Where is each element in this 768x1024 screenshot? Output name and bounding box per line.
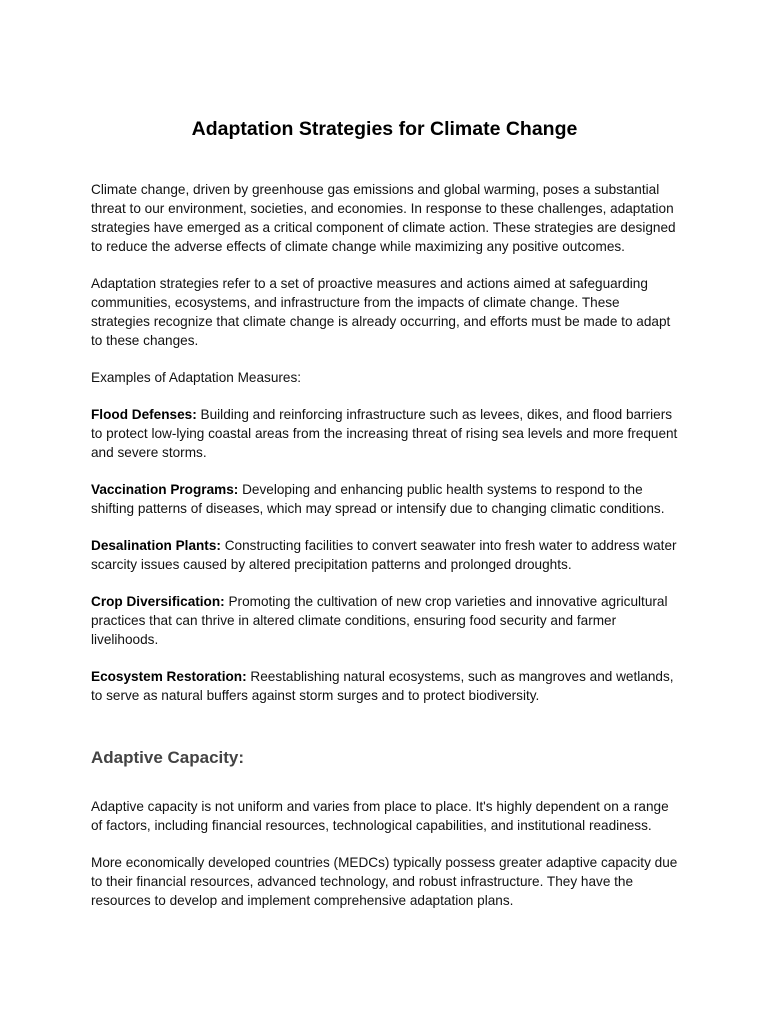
measure-text: Building and reinforcing infrastructure such as levees, dikes, and flood barriers to protect low-lying coastal areas from the increasing threat of rising sea levels and more frequent and severe storms. (91, 407, 678, 460)
measure-flood-defenses (91, 405, 678, 462)
measure-text: Developing and enhancing public health systems to respond to the shifting patterns of diseases, which may spread or intensify due to changing climatic conditions. (91, 482, 665, 516)
measure-term: Ecosystem Restoration: (91, 669, 247, 684)
section-heading: Adaptive Capacity: (91, 748, 245, 767)
measure-term: Flood Defenses: (91, 407, 197, 422)
document-title: Adaptation Strategies for Climate Change (191, 118, 578, 140)
measure-crop-diversification (91, 592, 678, 649)
measure-desalination-plants (91, 536, 678, 574)
measure-term: Vaccination Programs: (91, 482, 239, 497)
adaptive-capacity-paragraph-1: Adaptive capacity is not uniform and varies from place to place. It's highly dependent on a range of factors, including financial resources, technological capabilities, and institutional readiness. (91, 799, 669, 833)
measure-vaccination-programs (91, 480, 678, 518)
adaptive-capacity-paragraph-2: More economically developed countries (MEDCs) typically possess greater adaptive capacity due to their financial resources, advanced technology, and robust infrastructure. They have the resources to develop and implement comprehensive adaptation plans. (91, 855, 678, 908)
intro-paragraph-1: Climate change, driven by greenhouse gas emissions and global warming, poses a substantial threat to our environment, societies, and economies. In response to these challenges, adaptation strategies have emerged as a critical component of climate action. These strategies are designed to reduce the adverse effects of climate change while maximizing any positive outcomes. (91, 182, 676, 254)
intro-paragraph-2: Adaptation strategies refer to a set of proactive measures and actions aimed at safeguarding communities, ecosystems, and infrastructure from the impacts of climate change. These strategies recognize that climate change is already occurring, and efforts must be made to adapt to these changes. (91, 276, 671, 348)
measure-text: Reestablishing natural ecosystems, such as mangroves and wetlands, to serve as natural buffers against storm surges and to protect biodiversity. (91, 669, 674, 703)
measure-text: Promoting the cultivation of new crop varieties and innovative agricultural practices that can thrive in altered climate conditions, ensuring food security and farmer livelihoods. (91, 594, 668, 647)
measure-term: Crop Diversification: (91, 594, 225, 609)
measure-term: Desalination Plants: (91, 538, 221, 553)
measure-text: Constructing facilities to convert seawater into fresh water to address water scarcity issues caused by altered precipitation patterns and prolonged droughts. (91, 538, 677, 572)
examples-intro: Examples of Adaptation Measures: (91, 370, 302, 385)
measure-ecosystem-restoration (91, 667, 678, 705)
